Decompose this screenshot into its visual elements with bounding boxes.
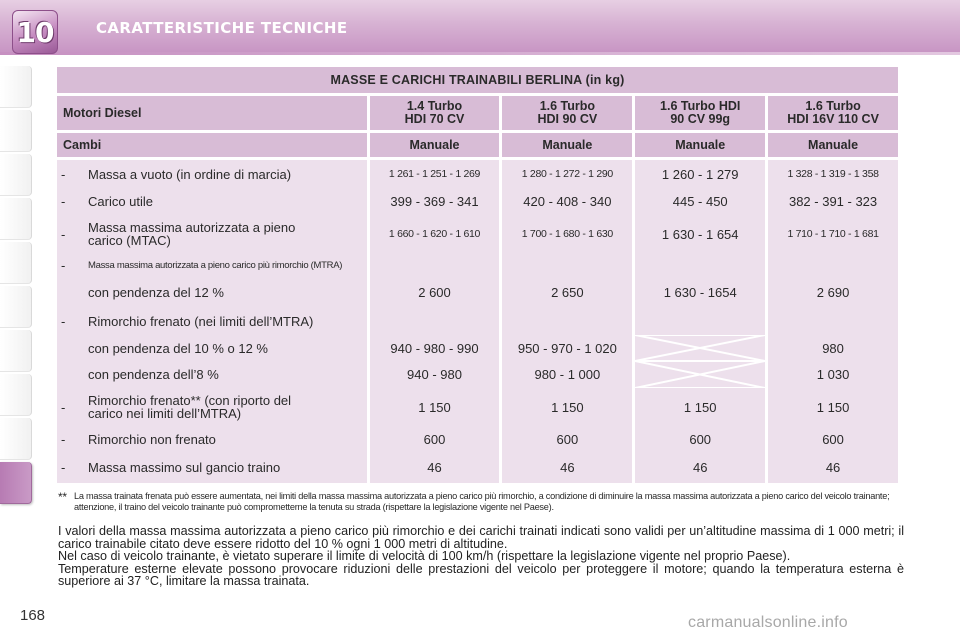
engine-header: 1.6 Turbo HDI 16V 110 CV [768,96,898,130]
note-paragraph: Nel caso di veicolo trainante, è vietato superare il limite di velocità di 100 km/h (rispettare la legislazione vigente nel proprio Paese). [58,549,791,564]
row-label [57,278,367,307]
row-label [57,388,367,426]
value-cell [502,253,632,278]
row-label-text: Rimorchio non frenato [88,431,216,447]
value-cell: 1 150 [551,399,584,415]
value-cell: 46 [692,460,708,475]
gearbox-header: Manuale [370,133,500,157]
row-label [57,188,367,215]
value-cell: 940 - 980 - 990 [390,340,479,356]
value-cell: 600 [556,431,579,447]
chapter-tab[interactable] [0,110,32,152]
value-cell [768,253,898,278]
values-column [370,160,500,483]
chapter-tab[interactable] [0,242,32,284]
chapter-tab[interactable] [0,286,32,328]
value-cell: 600 [423,431,446,447]
value-cell: 399 - 369 - 341 [390,194,479,209]
gearbox-header-row [57,133,898,157]
chapter-tab[interactable] [0,198,32,240]
row-label-text: Massa massima autorizzata a pieno carico (MTAC) [88,220,296,248]
engine-header: 1.4 Turbo HDI 70 CV [370,96,500,130]
notes-text [58,525,904,588]
value-cell: 2 690 [816,285,850,300]
engine-header-row [57,96,898,130]
masses-table [54,64,901,486]
value-cell: 420 - 408 - 340 [523,194,612,209]
value-cell: 1 630 - 1 654 [661,226,739,242]
value-cell: 1 660 - 1 620 - 1 610 [388,228,481,240]
row-label [57,426,367,452]
value-cell: 2 650 [551,285,584,300]
value-cell: 1 150 [816,399,850,415]
value-cell [768,307,898,335]
row-label-text: con pendenza del 12 % [88,285,224,300]
row-label [57,307,367,335]
value-cell: 1 700 - 1 680 - 1 630 [521,228,613,240]
row-label [57,452,367,483]
row-label-text: Rimorchio frenato (nei limiti dell’MTRA) [88,313,314,329]
row-dash: - [61,226,66,242]
value-cell: 1 261 - 1 251 - 1 269 [388,168,481,180]
values-column [635,160,765,483]
engine-header: 1.6 Turbo HDI 90 CV [502,96,632,130]
engine-header: 1.6 Turbo HDI 90 CV 99g [635,96,765,130]
value-cell: 600 [689,431,712,447]
chapter-title: CARATTERISTICHE TECNICHE [96,19,348,37]
row-dash: - [61,166,66,182]
chapter-tab[interactable] [0,154,32,196]
row-label-text: Carico utile [88,194,154,209]
value-cell: 445 - 450 [672,194,728,209]
value-cell [635,307,765,335]
row-label-text: Massa massima autorizzata a pieno carico più rimorchio (MTRA) [88,260,343,271]
value-cell: 2 600 [418,285,451,300]
gearbox-header: Manuale [502,133,632,157]
value-cell: 1 260 - 1 279 [661,166,739,182]
row-label-text: con pendenza del 10 % o 12 % [88,340,268,356]
chapter-tabs [0,66,32,506]
value-cell: 1 030 [816,367,850,382]
row-dash: - [61,460,66,475]
value-cell [502,307,632,335]
value-cell [635,253,765,278]
value-cell: 980 - 1 000 [534,367,601,382]
row-dash: - [61,194,66,209]
gearbox-header: Manuale [635,133,765,157]
chapter-tab[interactable] [0,330,32,372]
row-label [57,361,367,388]
value-cell: 950 - 970 - 1 020 [517,340,617,356]
footnote-mark: ** [58,490,67,504]
masses-table-wrapper [57,64,904,486]
row-dash: - [61,399,66,415]
note-paragraph: Temperature esterne elevate possono provocare riduzioni delle prestazioni del veicolo per proteggere il motore; quando la temperatura esterna è superiore ai 37 °C, limitare la massa trainata. [58,561,904,589]
note-paragraph: I valori della massa massima autorizzata a pieno carico più rimorchio e dei carichi trainati indicati sono validi per un’altitudine massima di 1 000 metri; il carico trainabile citato deve essere ridotto del 10 % ogni 1 000 metri di altitudine. [58,524,904,551]
not-applicable-cross-icon [635,335,765,361]
footnote [58,491,908,513]
value-cell: 1 328 - 1 319 - 1 358 [787,168,879,180]
page-number: 168 [20,607,46,624]
row-label [57,160,367,188]
value-cell: 1 150 [683,399,717,415]
value-cell: 600 [822,431,844,447]
gearbox-header: Manuale [768,133,898,157]
row-dash: - [61,258,66,273]
row-label [57,335,367,361]
row-label [57,215,367,253]
value-cell: 1 280 - 1 272 - 1 290 [521,168,613,180]
value-cell: 1 630 - 1654 [663,285,737,300]
value-cell: 1 150 [418,399,451,415]
value-cell: 940 - 980 [407,367,462,382]
chapter-tab[interactable] [0,66,32,108]
watermark: carmanualsonline.info [688,614,848,631]
value-cell [370,307,500,335]
value-cell: 46 [427,460,442,475]
not-applicable-cross-icon [635,361,765,388]
value-cell: 46 [560,460,575,475]
row-dash: - [61,431,66,447]
row-dash: - [61,313,66,329]
engine-label: Motori Diesel [57,96,367,130]
footnote-text: La massa trainata frenata può essere aumentata, nei limiti della massa massima autorizzata a pieno carico più rimorchio, a condizione di diminuire la massa massima autorizzata a pieno carico del veicolo trainante; attenzione, il traino del veicolo trainante può comprometterne la tenuta su strada (rispettare la legislazione vigente nel Paese). [74,491,890,512]
chapter-tab-active[interactable] [0,462,32,504]
gearbox-label: Cambi [57,133,367,157]
values-column [768,160,898,483]
chapter-badge: 10 [12,10,58,54]
row-labels-column [57,160,367,483]
chapter-tab[interactable] [0,374,32,416]
chapter-tab[interactable] [0,418,32,460]
row-label [57,253,367,278]
values-column [502,160,632,483]
not-applicable-cell [635,335,765,361]
value-cell [370,253,500,278]
value-cell: 382 - 391 - 323 [788,194,878,209]
value-cell: 46 [825,460,841,475]
value-cell: 1 710 - 1 710 - 1 681 [787,228,879,240]
row-label-text: con pendenza dell’8 % [88,367,219,382]
table-title: MASSE E CARICHI TRAINABILI BERLINA (in kg) [57,67,898,93]
value-cell: 980 [822,340,844,356]
not-applicable-cell [635,361,765,388]
row-label-text: Rimorchio frenato** (con riporto del carico nei limiti dell’MTRA) [88,393,292,421]
row-label-text: Massa massimo sul gancio traino [88,460,281,475]
row-label-text: Massa a vuoto (in ordine di marcia) [88,166,292,182]
